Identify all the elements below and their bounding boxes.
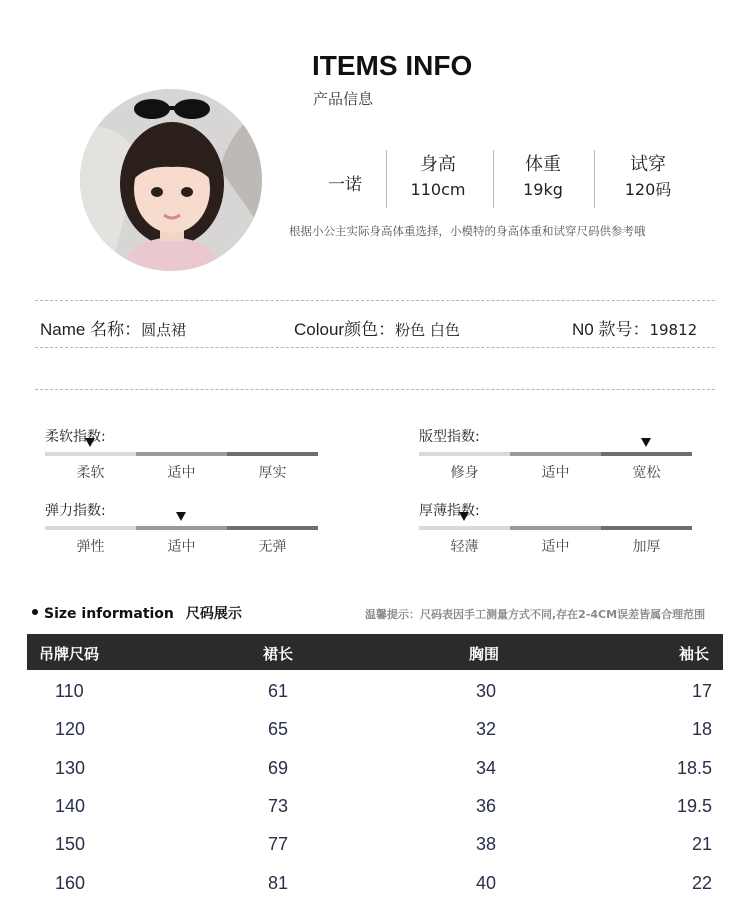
stat-label: 身高 [420,154,456,175]
table-row [0,796,750,834]
index-option: 适中 [167,539,196,555]
table-cell: 140 [55,795,86,816]
index-option: 轻薄 [450,539,479,555]
index-option: 厚实 [258,465,287,481]
table-row [0,873,750,911]
table-cell: 19.5 [676,795,712,816]
index-option: 弹性 [76,539,105,555]
bullet-icon [32,609,38,615]
page-subtitle: 产品信息 [313,90,374,108]
table-cell: 81 [268,872,289,893]
stat-tryon-size [603,153,693,203]
index-option: 宽松 [632,465,661,481]
index-bar-segment [510,452,601,456]
table-cell: 36 [476,795,497,816]
size-title-cn: 尺码展示 [185,606,242,622]
divider [35,347,715,348]
table-cell: 30 [476,681,497,701]
product-name [40,315,186,340]
table-cell: 65 [268,719,289,740]
product-colour [294,315,460,340]
table-cell: 22 [691,872,712,893]
table-cell: 17 [691,681,712,701]
size-table-header [27,634,723,670]
product-colour-label: Colour颜色： [294,320,396,339]
size-tip: 温馨提示：尺码表因手工测量方式不同,存在2-4CM误差皆属合理范围 [365,608,706,621]
column-header: 裙长 [263,645,294,663]
table-cell: 18 [691,719,712,740]
stat-height [393,153,483,203]
index-option: 修身 [450,465,479,481]
selected-marker-icon [459,512,469,521]
index-bar-segment [45,526,136,530]
index-bar-segment [227,452,318,456]
table-cell: 40 [476,872,497,893]
table-cell: 32 [476,719,497,740]
index-option: 适中 [541,465,570,481]
selected-marker-icon [176,512,186,521]
stat-value: 19kg [523,180,563,199]
index-title: 柔软指数: [45,429,106,445]
table-cell: 120 [55,719,86,740]
size-reference-note: 根据小公主实际身高体重选择，小模特的身高体重和试穿尺码供参考哦 [289,224,646,238]
table-cell: 73 [268,795,289,816]
divider [35,389,715,390]
index-bar-segment [45,452,136,456]
size-section-title [32,603,242,623]
index-bar-segment [510,526,601,530]
index-option: 柔软 [76,465,105,481]
product-number [572,315,697,340]
model-photo [80,89,262,271]
table-cell: 61 [268,681,289,701]
stat-label: 体重 [525,154,561,175]
stat-value: 110cm [410,180,466,199]
index-bar-segment [136,452,227,456]
index-bar-segment [419,526,510,530]
index-bar-segment [601,452,692,456]
table-cell: 77 [268,834,289,855]
table-row [0,834,750,872]
index-bar-segment [419,452,510,456]
table-cell: 130 [55,757,86,778]
index-title: 弹力指数: [45,503,106,519]
stat-divider [493,150,494,208]
index-title: 版型指数: [419,429,480,445]
table-cell: 38 [476,834,497,855]
index-option: 无弹 [258,539,287,555]
index-option: 适中 [167,465,196,481]
column-header: 胸围 [469,645,500,663]
index-option: 适中 [541,539,570,555]
stat-label: 试穿 [630,154,666,175]
index-option: 加厚 [632,539,661,555]
table-cell: 110 [55,681,84,701]
product-name-value: 圆点裙 [141,321,187,339]
product-number-label: N0 款号： [572,320,650,339]
table-cell: 69 [268,757,289,778]
divider [35,300,715,301]
stat-value: 120码 [624,180,672,199]
table-row [0,758,750,796]
index-bar-segment [601,526,692,530]
stat-divider [594,150,595,208]
selected-marker-icon [85,438,95,447]
product-name-label: Name 名称： [40,320,142,339]
stat-weight [498,153,588,203]
product-number-value: 19812 [649,321,698,339]
size-title-en: Size information [44,606,174,622]
page-title: ITEMS INFO [312,50,473,81]
selected-marker-icon [641,438,651,447]
table-cell: 160 [55,872,86,893]
table-cell: 18.5 [676,757,712,778]
index-title: 厚薄指数: [419,503,480,519]
table-cell: 34 [476,757,497,778]
column-header: 袖长 [678,645,709,663]
product-colour-value: 粉色 白色 [395,321,460,339]
column-header: 吊牌尺码 [39,645,100,663]
index-bar-segment [136,526,227,530]
index-bar-segment [227,526,318,530]
table-cell: 150 [55,834,86,855]
stat-divider [386,150,387,208]
table-row [0,681,750,719]
table-cell: 21 [691,834,712,855]
table-row [0,719,750,757]
model-name: 一诺 [328,175,362,195]
